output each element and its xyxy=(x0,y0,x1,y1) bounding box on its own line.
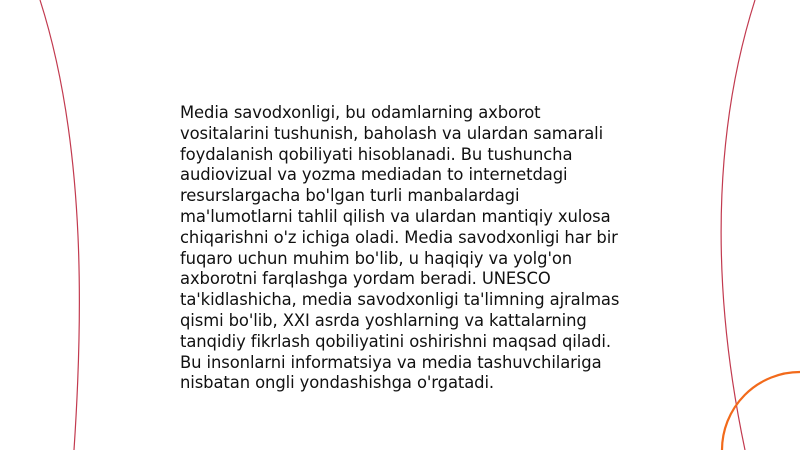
text-line: qismi bo'lib, XXI asrda yoshlarning va kattalarning xyxy=(180,310,587,330)
body-paragraph xyxy=(180,103,630,394)
text-line: audiovizual va yozma mediadan to internetdagi xyxy=(180,165,568,185)
text-line: foydalanish qobiliyati hisoblanadi. Bu tushuncha xyxy=(180,144,573,164)
text-line: Media savodxonligi, bu odamlarning axborot xyxy=(180,103,541,122)
text-line: resurslargacha bo'lgan turli manbalardagi xyxy=(180,186,520,206)
orange-ring xyxy=(722,372,800,450)
text-line: vositalarini tushunish, baholash va ulardan samarali xyxy=(180,123,604,143)
right-arc-line xyxy=(721,0,755,450)
text-line: nisbatan ongli yondashishga o'rgatadi. xyxy=(180,373,495,393)
text-line: ma'lumotlarni tahlil qilish va ulardan mantiqiy xulosa xyxy=(180,206,611,226)
text-line: fuqaro uchun muhim bo'lib, u haqiqiy va yolg'on xyxy=(180,248,573,268)
left-arc-line xyxy=(40,0,79,450)
text-line: axborotni farqlashga yordam beradi. UNESCO xyxy=(180,269,551,289)
text-line: ta'kidlashicha, media savodxonligi ta'limning ajralmas xyxy=(180,290,620,310)
text-line: Bu insonlarni informatsiya va media tashuvchilariga xyxy=(180,352,602,372)
text-line: chiqarishni o'z ichiga oladi. Media savodxonligi har bir xyxy=(180,227,618,247)
text-line: tanqidiy fikrlash qobiliyatini oshirishni maqsad qiladi. xyxy=(180,331,611,351)
